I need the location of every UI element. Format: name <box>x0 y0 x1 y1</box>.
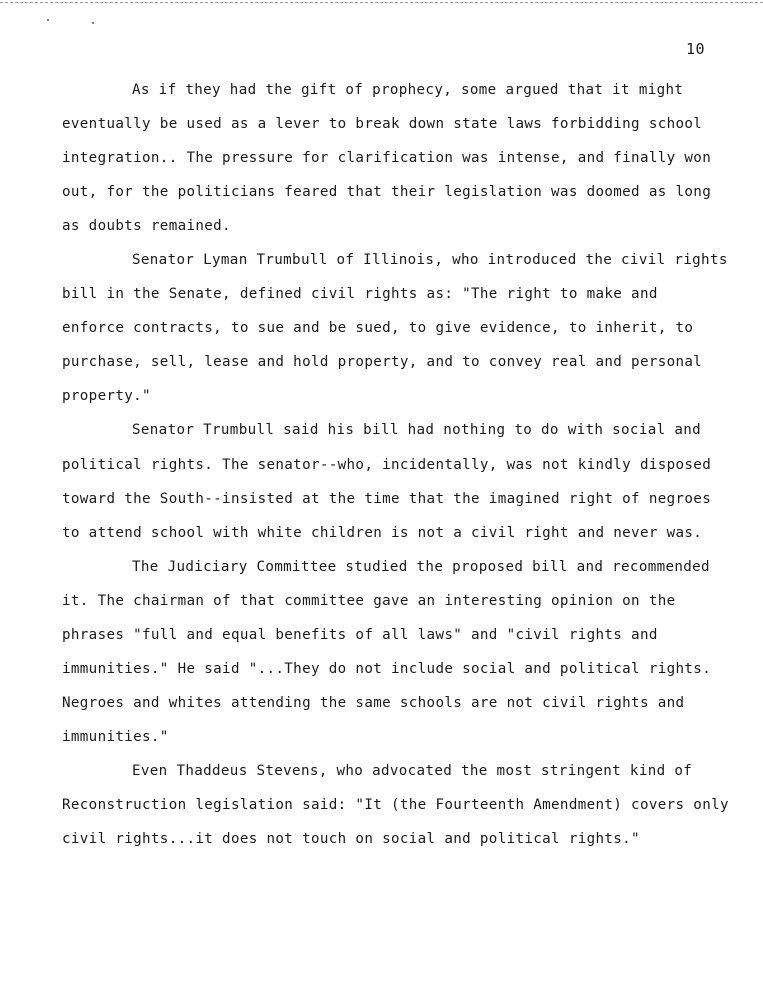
scan-speck <box>92 22 94 24</box>
paragraph-trumbull-definition: Senator Lyman Trumbull of Illinois, who introduced the civil rights bill in the Senate, defined civil rights as: "The right to make and enforce contracts, to sue and be sued, to give evidence, to inherit, to purchase, sell, lease and hold property, and to convey real and personal property." <box>62 252 728 405</box>
scan-speck <box>47 19 49 21</box>
page-top-edge <box>0 2 763 3</box>
paragraph-judiciary-committee: The Judiciary Committee studied the proposed bill and recommended it. The chairman of that committee gave an interesting opinion on the phrases "full and equal benefits of all laws" and "civil rights and immunities." He said "...They do not include social and political rights. Negroes and whites attending the same schools are not civil rights and immunities." <box>62 558 712 745</box>
paragraph-stevens: Even Thaddeus Stevens, who advocated the most stringent kind of Reconstruction legislation said: "It (the Fourteenth Amendment) covers only civil rights...it does not touch on social and political rights." <box>62 762 729 848</box>
page-body <box>62 73 752 856</box>
paragraph-prophecy: As if they had the gift of prophecy, some argued that it might eventually be used as a lever to break down state laws forbidding school integration.. The pressure for clarification was intense, and finally won out, for the politicians feared that their legislation was doomed as long as doubts remained. <box>62 82 712 235</box>
page-number: 10 <box>686 40 706 58</box>
paragraph-trumbull-rights: Senator Trumbull said his bill had nothing to do with social and political rights. The senator--who, incidentally, was not kindly disposed toward the South--insisted at the time that the imagined right of negroes to attend school with white children is not a civil right and never was. <box>62 422 712 541</box>
